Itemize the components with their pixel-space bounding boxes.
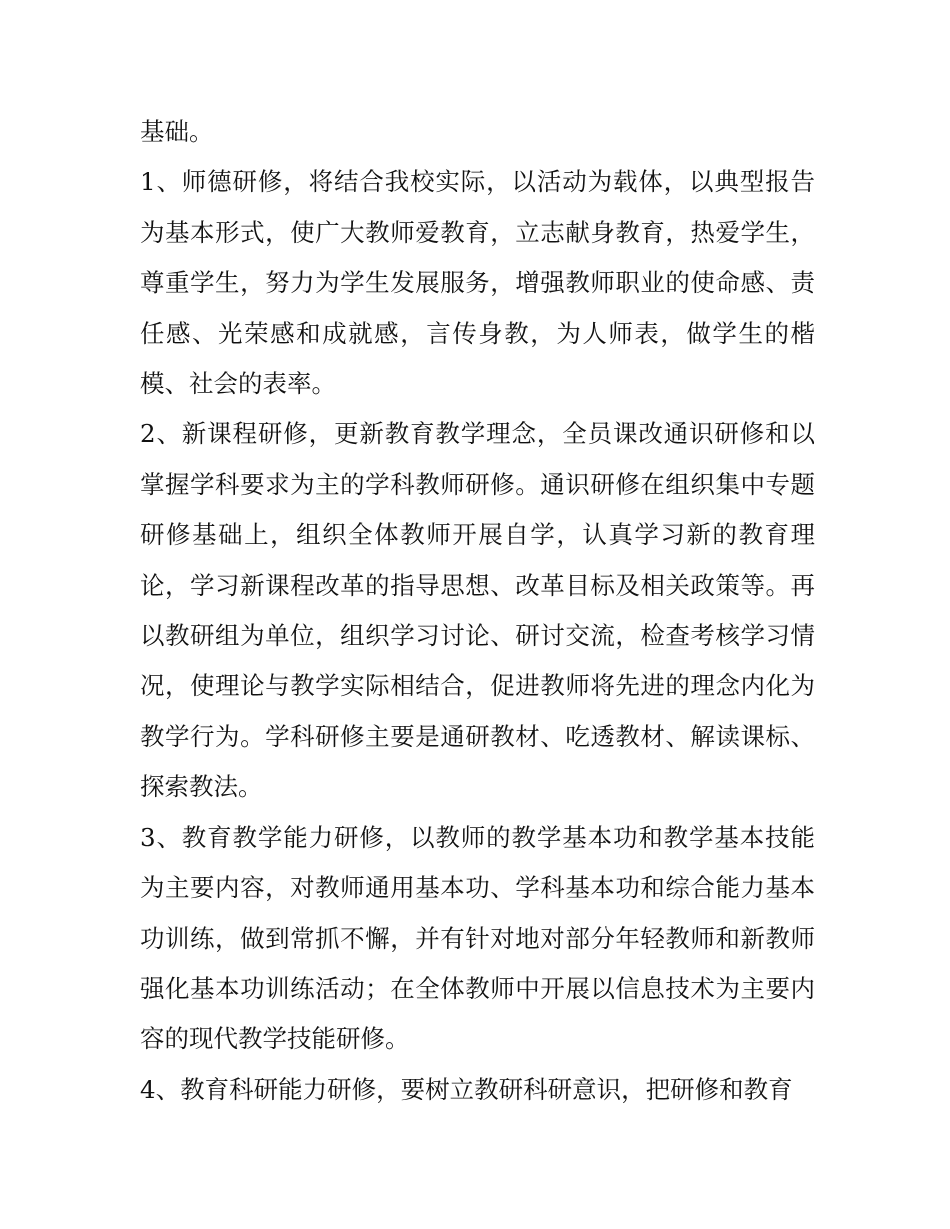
- document-body: [140, 107, 815, 1115]
- paragraph-continuation: 基础。: [140, 117, 214, 146]
- paragraph-2-new-curriculum: 2、新课程研修，更新教育教学理念，全员课改通识研修和以掌握学科要求为主的学科教师研修。通识研修在组织集中专题研修基础上，组织全体教师开展自学，认真学习新的教育理论，学习新课程改革的指导思想、改革目标及相关政策等。再以教研组为单位，组织学习讨论、研讨交流，检查考核学习情况，使理论与教学实际相结合，促进教师将先进的理念内化为教学行为。学科研修主要是通研教材、吃透教材、解读课标、探索教法。: [140, 419, 815, 802]
- paragraph-1-teacher-ethics: 1、师德研修，将结合我校实际，以活动为载体，以典型报告为基本形式，使广大教师爱教育，立志献身教育，热爱学生，尊重学生，努力为学生发展服务，增强教师职业的使命感、责任感、光荣感和成就感，言传身教，为人师表，做学生的楷模、社会的表率。: [140, 167, 815, 399]
- paragraph-3-teaching-ability: 3、教育教学能力研修，以教师的教学基本功和教学基本技能为主要内容，对教师通用基本功、学科基本功和综合能力基本功训练，做到常抓不懈，并有针对地对部分年轻教师和新教师强化基本功训练活动；在全体教师中开展以信息技术为主要内容的现代教学技能研修。: [140, 822, 815, 1054]
- paragraph-4-research-ability: 4、教育科研能力研修，要树立教研科研意识，把研修和教育: [140, 1074, 793, 1104]
